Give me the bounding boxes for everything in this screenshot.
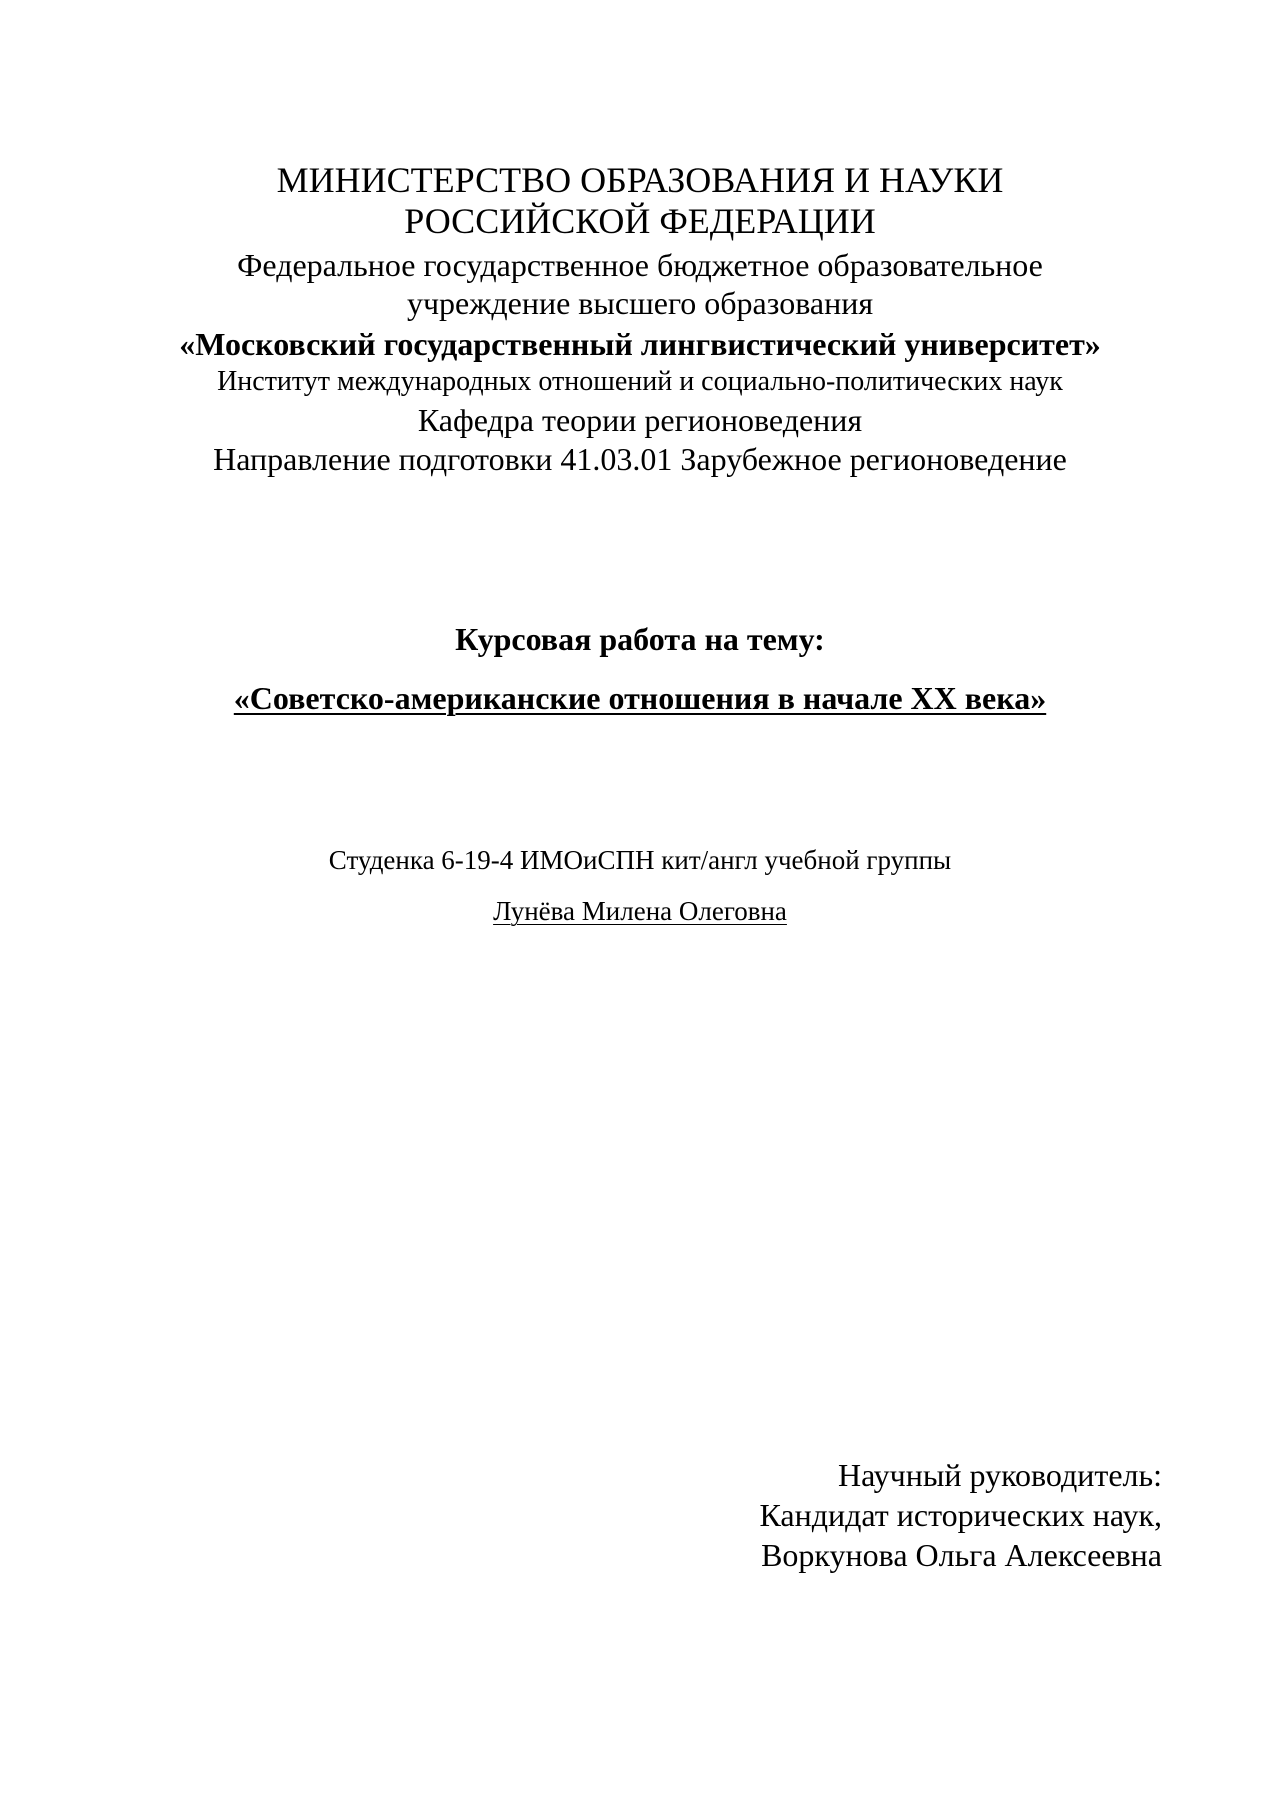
ministry-line-1: МИНИСТЕРСТВО ОБРАЗОВАНИЯ И НАУКИ (276, 160, 1004, 200)
department-name: Кафедра теории регионоведения (417, 402, 863, 438)
study-direction: Направление подготовки 41.03.01 Зарубежное регионоведение (213, 441, 1067, 477)
student-name: Лунёва Милена Олеговна (493, 896, 787, 926)
supervisor-label: Научный руководитель: (837, 1457, 1162, 1493)
supervisor-name: Воркунова Ольга Алексеевна (761, 1537, 1162, 1573)
university-name: «Московский государственный лингвистический университет» (179, 326, 1101, 362)
institution-line-1: Федеральное государственное бюджетное образовательное (237, 247, 1043, 283)
institute-name: Институт международных отношений и социально-политических наук (217, 366, 1063, 397)
ministry-line-2: РОССИЙСКОЙ ФЕДЕРАЦИИ (404, 201, 876, 241)
student-description: Студенка 6-19-4 ИМОиСПН кит/англ учебной группы (328, 845, 952, 875)
work-topic: «Советско-американские отношения в начале XX века» (233, 680, 1047, 716)
institution-line-2: учреждение высшего образования (406, 285, 874, 321)
supervisor-degree: Кандидат исторических наук, (759, 1497, 1162, 1533)
supervisor-block (759, 1455, 1162, 1575)
work-title: Курсовая работа на тему: (455, 621, 825, 657)
